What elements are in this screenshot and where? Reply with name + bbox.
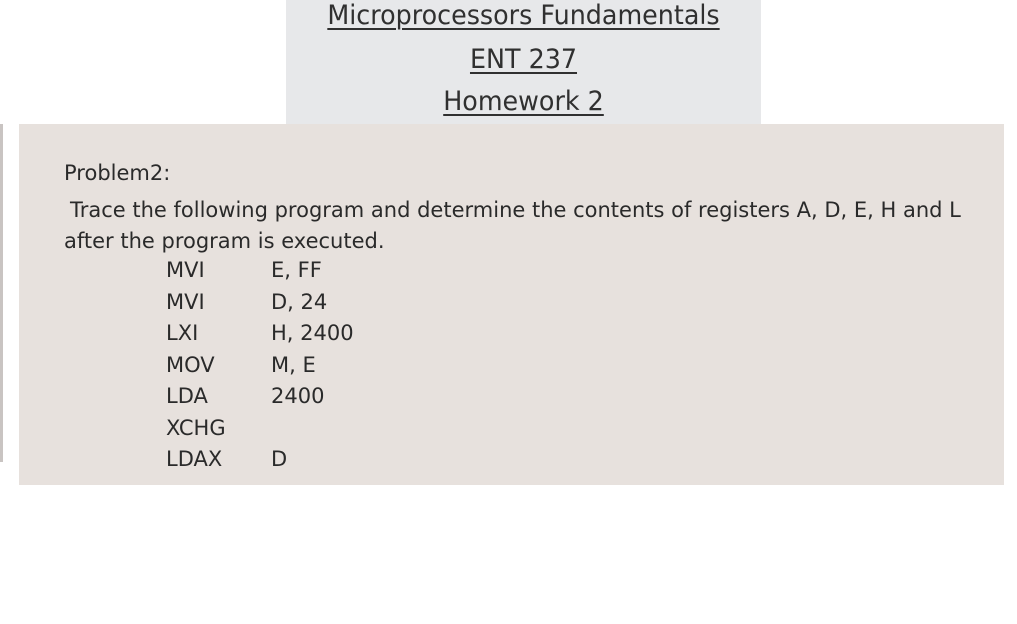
operand: E, FF — [271, 258, 322, 282]
course-code-text: ENT 237 — [469, 44, 578, 75]
course-code — [300, 46, 747, 73]
opcode: XCHG — [166, 415, 226, 440]
operand: M, E — [271, 352, 316, 377]
photo-edge-divider — [0, 124, 3, 462]
opcode: MVI — [166, 258, 205, 282]
document-title — [300, 2, 747, 29]
header-section — [286, 0, 761, 126]
opcode: LDA — [166, 384, 208, 408]
homework-title-text: Homework 2 — [443, 86, 604, 117]
opcode: MVI — [166, 289, 205, 314]
opcode: LDAX — [166, 447, 223, 471]
problem-section — [19, 124, 1004, 485]
homework-title — [300, 88, 747, 115]
operand: H, 2400 — [271, 321, 354, 345]
opcode: LXI — [166, 321, 199, 345]
program-line — [166, 255, 354, 287]
opcode: MOV — [166, 352, 215, 377]
operand: D, 24 — [271, 289, 328, 314]
program-line — [166, 287, 354, 319]
program-line — [166, 350, 354, 382]
assembly-program — [166, 255, 354, 476]
operand: 2400 — [271, 384, 325, 408]
program-line — [166, 444, 354, 476]
operand: D — [271, 447, 288, 471]
document-title-text: Microprocessors Fundamentals — [327, 0, 720, 31]
program-line — [166, 318, 354, 350]
instruction-line-2: after the program is executed. — [64, 229, 385, 253]
problem-instructions — [64, 195, 964, 257]
program-line — [166, 381, 354, 413]
program-line — [166, 413, 354, 445]
problem-label: Problem2: — [64, 161, 171, 185]
instruction-line-1: Trace the following program and determine the contents of registers A, D, E, H and L — [70, 198, 961, 222]
